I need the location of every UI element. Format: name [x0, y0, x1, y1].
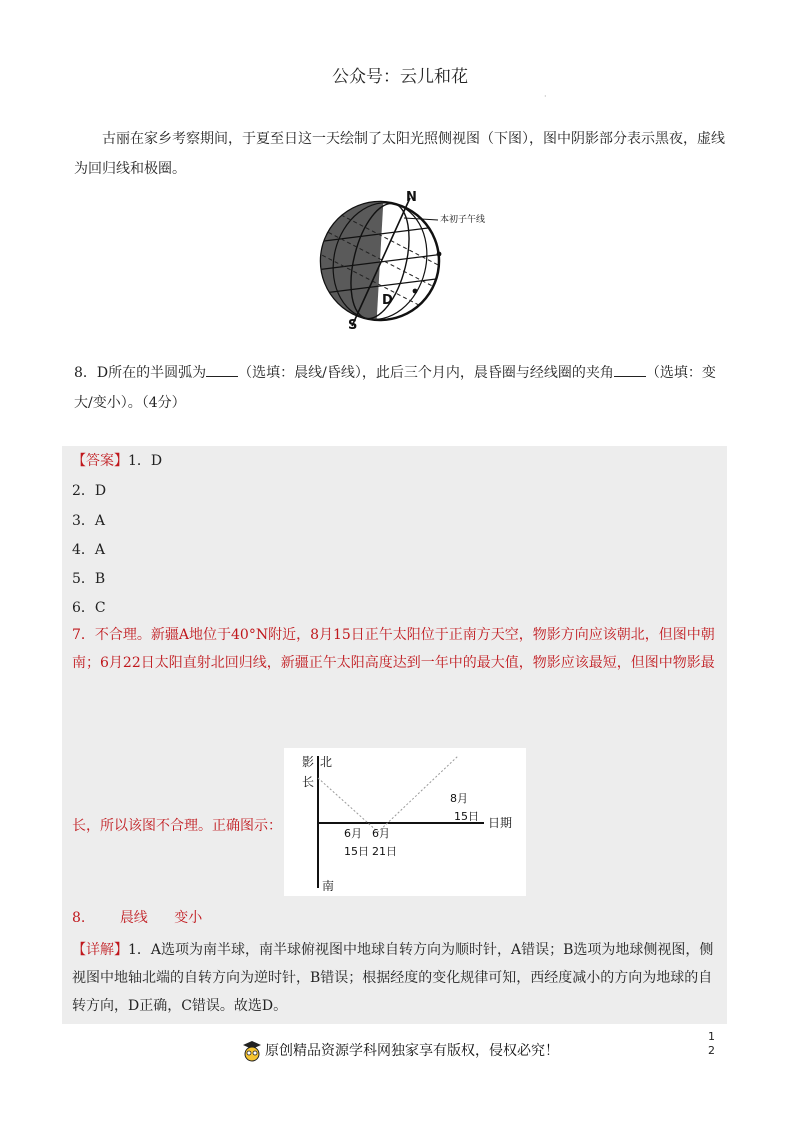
mascot-icon — [241, 1040, 263, 1062]
decorative-dot: · — [544, 92, 547, 101]
answer-8-value-2: 变小 — [174, 910, 203, 926]
q8-part3: （选填：变大/变小）。（4分） — [74, 365, 716, 411]
page-total: 2 — [708, 1044, 715, 1057]
label-n: N — [406, 190, 417, 205]
page-current: 1 — [708, 1030, 715, 1043]
question-8 — [74, 358, 734, 418]
shadow-chart-svg — [284, 748, 526, 896]
globe-dot — [437, 252, 442, 257]
q8-blank-1 — [206, 362, 238, 377]
tick-d3-month: 8月 — [450, 792, 468, 805]
answer-8-num: 8. — [72, 910, 86, 926]
q8-blank-2 — [614, 362, 646, 377]
footer — [0, 1040, 800, 1062]
answer-1: 1．D — [128, 453, 163, 469]
answer-label: 【答案】 — [72, 453, 128, 469]
tick-d2-month: 6月 — [372, 827, 390, 840]
answer-8 — [72, 907, 202, 927]
answer-5: 5．B — [72, 571, 106, 587]
label-s: S — [348, 318, 358, 332]
tick-d3-day: 15日 — [454, 810, 479, 823]
answer-7: 7．不合理。新疆A地位于40°N附近，8月15日正午太阳位于正南方天空，物影方向应该朝北，但图中朝南；6月22日太阳直射北回归线，新疆正午太阳高度达到一年中的最大值，物影应该最短，但图中物影最 — [72, 627, 715, 671]
tick-d2-day: 21日 — [372, 845, 397, 858]
detail-label: 【详解】 — [72, 942, 128, 958]
x-axis-label: 日期 — [488, 816, 513, 830]
label-d: D — [382, 293, 393, 308]
point-d-dot — [413, 289, 418, 294]
meridian-label: 本初子午线 — [440, 215, 486, 225]
y-label-2: 长 — [302, 775, 315, 789]
footer-text: 原创精品资源学科网独家享有版权，侵权必究！ — [265, 1043, 559, 1059]
q8-part2: （选填：晨线/昏线），此后三个月内，晨昏圈与经线圈的夹角 — [238, 365, 614, 381]
shadow-length-chart — [284, 748, 526, 896]
tick-d1-month: 6月 — [344, 827, 362, 840]
north-label: 北 — [320, 755, 333, 769]
answer-6: 6．C — [72, 600, 106, 616]
answer-8-value-1: 晨线 — [119, 910, 148, 926]
intro-paragraph: 古丽在家乡考察期间，于夏至日这一天绘制了太阳光照侧视图（下图），图中阴影部分表示黑夜，虚线为回归线和极圈。 — [74, 131, 725, 177]
answer-2: 2．D — [72, 483, 107, 499]
detail-text: 1．A选项为南半球，南半球俯视图中地球自转方向为顺时针，A错误；B选项为地球侧视图，侧视图中地轴北端的自转方向为逆时针，B错误；根据经度的变化规律可知，西经度减小的方向为地球的自转方向，D正确，C错误。故选D。 — [72, 942, 714, 1014]
shadow-length-curve — [318, 756, 458, 832]
page-number — [708, 1030, 715, 1058]
answer-4: 4．A — [72, 542, 106, 558]
answer-3: 3．A — [72, 513, 106, 529]
page-header-title: 公众号：云儿和花 — [332, 67, 468, 87]
q8-part1: 8．D所在的半圆弧为 — [74, 365, 207, 381]
south-label: 南 — [322, 879, 335, 893]
answer-7-tail: 长，所以该图不合理。正确图示： — [72, 818, 282, 834]
tick-d1-day: 15日 — [344, 845, 369, 858]
detail-paragraph — [72, 936, 722, 1020]
y-label-1: 影 — [302, 755, 315, 769]
answer-line-1 — [72, 450, 162, 470]
sunlight-globe-diagram — [316, 190, 506, 332]
